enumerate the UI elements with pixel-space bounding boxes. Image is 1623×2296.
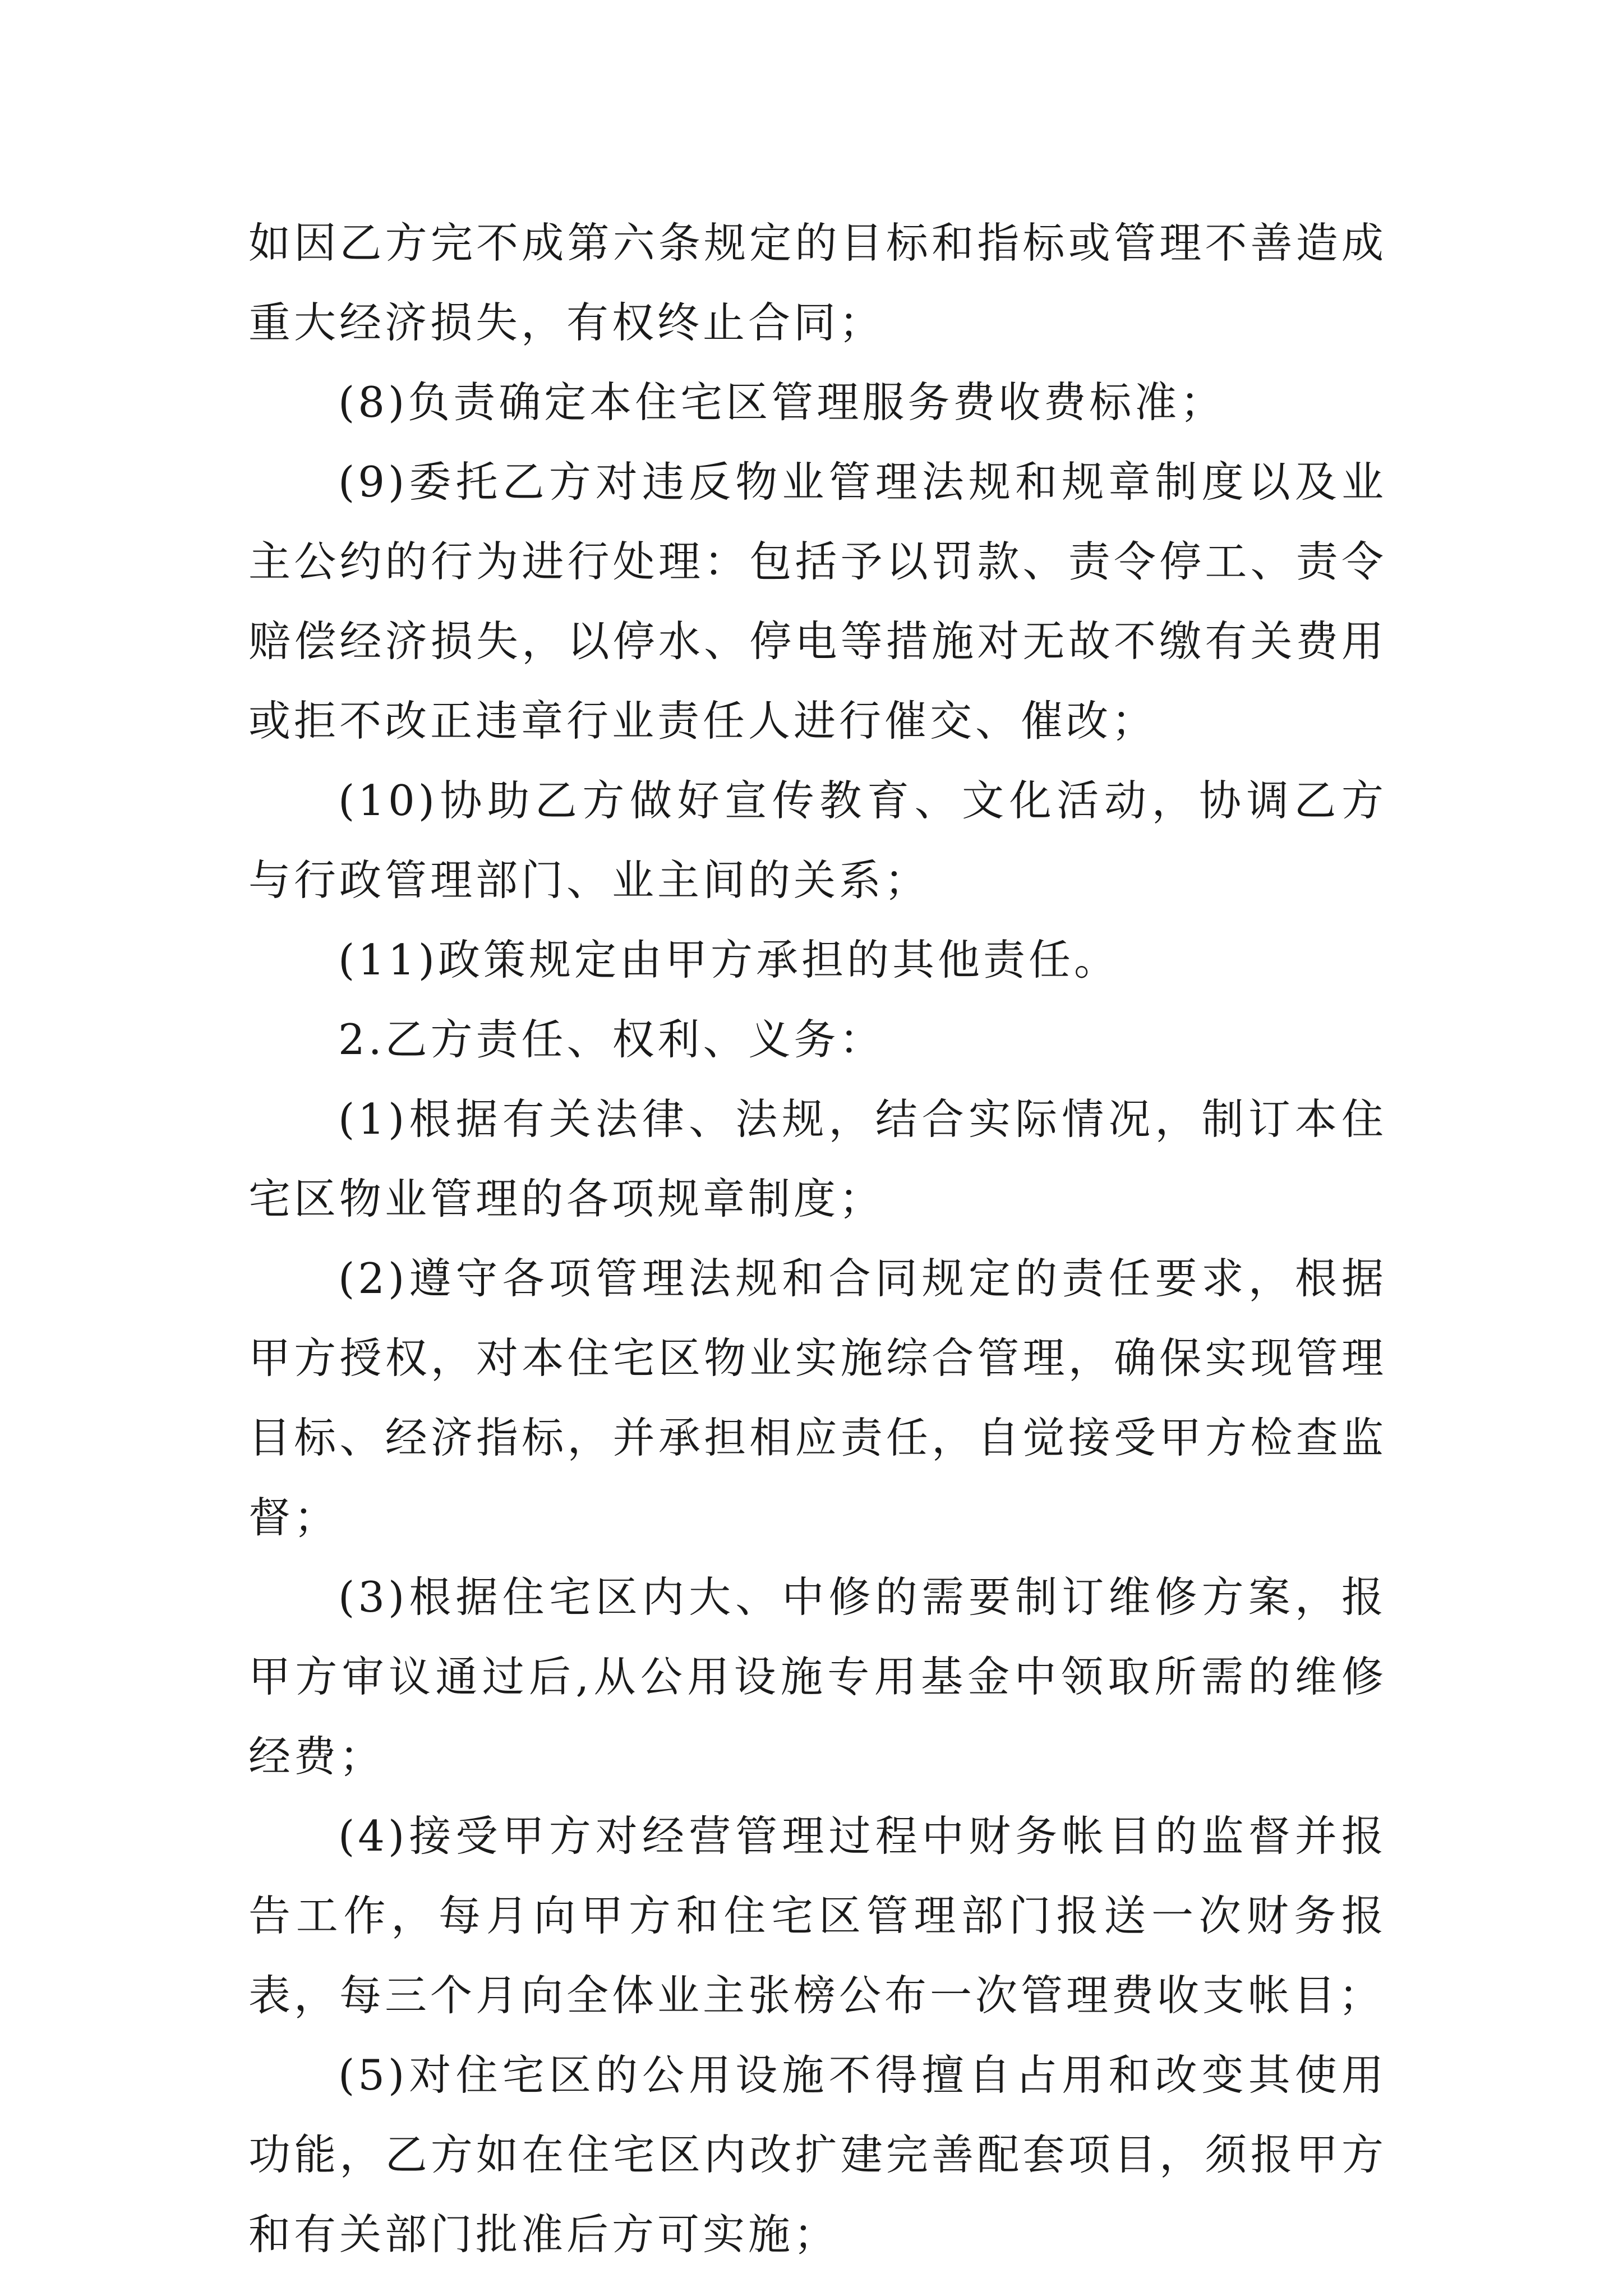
- paragraph-6: 2.乙方责任、权利、义务：: [338, 1015, 885, 1064]
- paragraph-10: (4)接受甲方对经营管理过程中财务帐目的监督并报告工作，每月向甲方和住宅区管理部门报送一次财务报表，每三个月向全体业主张榜公布一次管理费收支帐目；: [248, 1811, 1387, 2020]
- paragraph-1: 如因乙方完不成第六条规定的目标和指标或管理不善造成重大经济损失，有权终止合同；: [248, 218, 1387, 347]
- paragraph-11: (5)对住宅区的公用设施不得擅自占用和改变其使用功能，乙方如在住宅区内改扩建完善配套项目，须报甲方和有关部门批准后方可实施；: [248, 2050, 1387, 2259]
- paragraph-9: (3)根据住宅区内大、中修的需要制订维修方案，报甲方审议通过后,从公用设施专用基金中领取所需的维修经费；: [248, 1572, 1387, 1781]
- paragraph-4: (10)协助乙方做好宣传教育、文化活动，协调乙方与行政管理部门、业主间的关系；: [248, 776, 1387, 905]
- paragraph-3: (9)委托乙方对违反物业管理法规和规章制度以及业主公约的行为进行处理：包括予以罚款、责令停工、责令赔偿经济损失，以停水、停电等措施对无故不缴有关费用或拒不改正违章行业责任人进行催交、催改；: [248, 457, 1387, 746]
- paragraph-7: (1)根据有关法律、法规，结合实际情况，制订本住宅区物业管理的各项规章制度；: [248, 1094, 1387, 1223]
- paragraph-8: (2)遵守各项管理法规和合同规定的责任要求，根据甲方授权，对本住宅区物业实施综合管理，确保实现管理目标、经济指标，并承担相应责任，自觉接受甲方检查监督；: [248, 1254, 1387, 1542]
- paragraph-5: (11)政策规定由甲方承担的其他责任。: [338, 935, 1119, 984]
- document-body: [248, 203, 1387, 2274]
- paragraph-2: (8)负责确定本住宅区管理服务费收费标准；: [338, 378, 1226, 427]
